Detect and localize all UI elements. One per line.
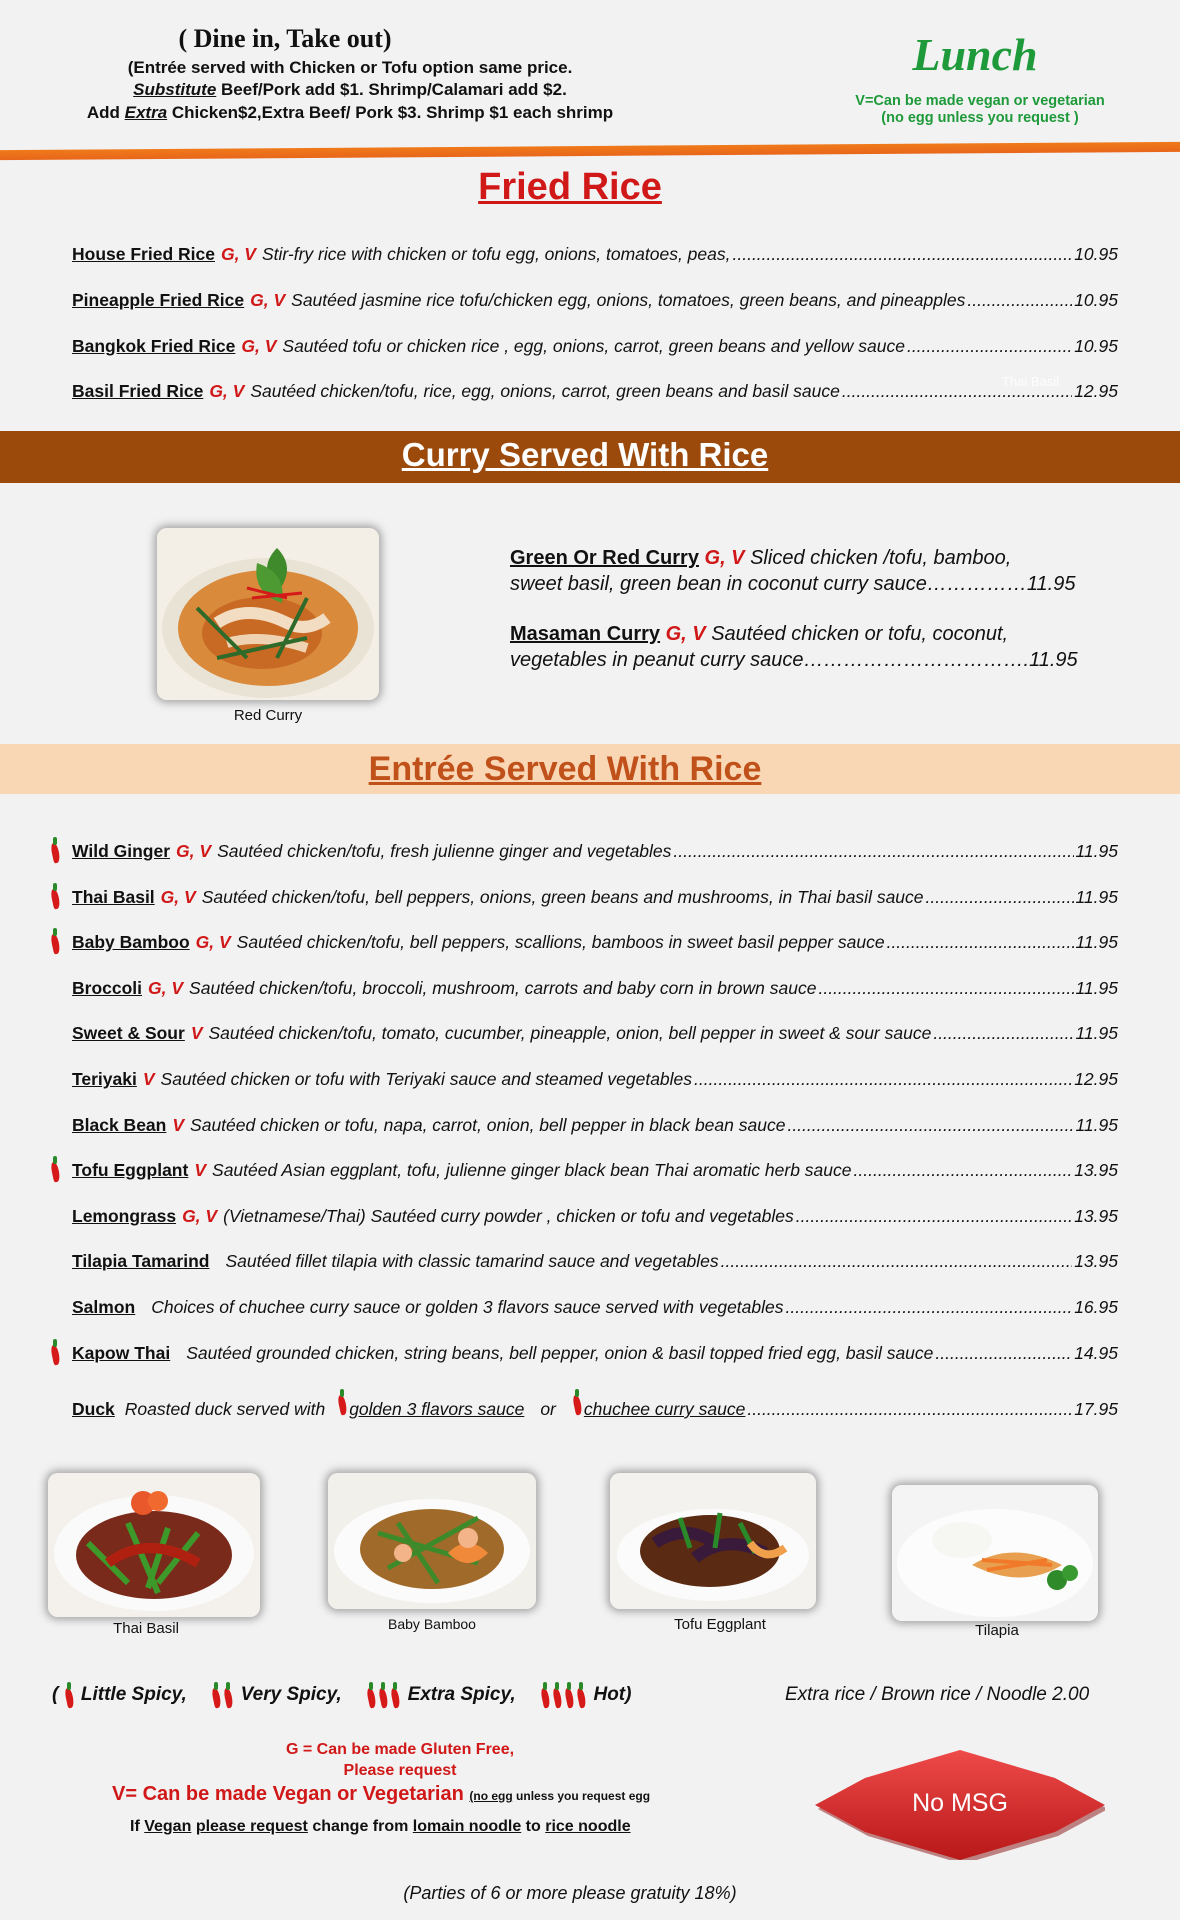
red-curry-photo	[157, 528, 379, 700]
chili-pepper-icon	[378, 1682, 388, 1708]
entree-option-note: (Entrée served with Chicken or Tofu option same price.	[127, 58, 573, 77]
vegan-big-note: V= Can be made Vegan or Vegetarian (no egg unless you request egg	[112, 1783, 651, 1805]
chili-pepper-icon	[50, 837, 60, 863]
vegan-noodle-note: If Vegan please request change from lomain noodle to rice noodle	[130, 1818, 631, 1835]
tilapia-caption: Tilapia	[975, 1622, 1019, 1639]
curry-item-masaman: Masaman Curry G, V Sautéed chicken or tofu, coconut, vegetables in peanut curry sauce…………………………….11.95	[510, 623, 1078, 671]
faint-label: Thai Basil	[1002, 374, 1060, 389]
lunch-title: Lunch	[912, 29, 1038, 80]
gluten-note: G = Can be made Gluten Free,	[285, 1741, 515, 1758]
chili-pepper-icon	[572, 1389, 582, 1415]
chili-pepper-icon	[50, 883, 60, 909]
baby-bamboo-caption: Baby Bamboo	[388, 1616, 476, 1632]
menu-item-entree: Wild Ginger G, V Sautéed chicken/tofu, fresh julienne ginger and vegetables ..... 11.95	[72, 841, 1118, 862]
vegan-note: V=Can be made vegan or vegetarian	[855, 93, 1105, 109]
menu-item-entree: Lemongrass G, V (Vietnamese/Thai) Sautéed curry powder , chicken or tofu and vegetables ..... 13.95	[72, 1206, 1118, 1227]
tilapia-photo	[892, 1485, 1098, 1621]
gratuity-note: (Parties of 6 or more please gratuity 18%)	[403, 1883, 737, 1903]
menu-item-entree: Baby Bamboo G, V Sautéed chicken/tofu, bell peppers, scallions, bamboos in sweet basil pepper sauce ..... 11.95	[72, 932, 1118, 953]
red-curry-caption: Red Curry	[233, 707, 303, 724]
chili-pepper-icon	[337, 1389, 347, 1415]
chili-pepper-icon	[64, 1682, 74, 1708]
chili-pepper-icon	[552, 1682, 562, 1708]
spicy-legend: ( Little Spicy, Very Spicy, Extra Spicy, Hot)	[52, 1682, 631, 1708]
menu-item-entree: Thai Basil G, V Sautéed chicken/tofu, bell peppers, onions, green beans and mushrooms, in Thai basil sauce ..... 11.95	[72, 887, 1118, 908]
thai-basil-caption: Thai Basil	[113, 1620, 179, 1637]
chili-pepper-icon	[576, 1682, 586, 1708]
entree-title: Entrée Served With Rice	[368, 750, 762, 788]
chili-pepper-icon	[366, 1682, 376, 1708]
menu-item-entree: Teriyaki V Sautéed chicken or tofu with Teriyaki sauce and steamed vegetables ..... 12.95	[72, 1069, 1118, 1090]
menu-item-duck: Duck Roasted duck served with golden 3 flavors sauce or chuchee curry sauce ..... 17.95	[72, 1389, 1118, 1420]
menu-item-entree: Broccoli G, V Sautéed chicken/tofu, broccoli, mushroom, carrots and baby corn in brown sauce ..... 11.95	[72, 978, 1118, 999]
tofu-eggplant-photo	[610, 1473, 816, 1609]
menu-item-fried-rice: Bangkok Fried Rice G, V Sautéed tofu or chicken rice , egg, onions, carrot, green beans and yellow sauce ..... 10.95	[72, 336, 1118, 357]
chili-pepper-icon	[50, 1339, 60, 1365]
gluten-request: Please request	[343, 1762, 457, 1779]
menu-item-entree: Salmon Choices of chuchee curry sauce or golden 3 flavors sauce served with vegetables ..... 16.95	[72, 1297, 1118, 1318]
menu-item-entree: Tofu Eggplant V Sautéed Asian eggplant, tofu, julienne ginger black bean Thai aromatic herb sauce ..... 13.95	[72, 1160, 1118, 1181]
vegan-note-egg: (no egg unless you request )	[881, 110, 1079, 126]
menu-item-fried-rice: House Fried Rice G, V Stir-fry rice with chicken or tofu egg, onions, tomatoes, peas, ..... 10.95	[72, 244, 1118, 265]
chili-pepper-icon	[564, 1682, 574, 1708]
extras-price: Extra rice / Brown rice / Noodle 2.00	[785, 1684, 1090, 1705]
header-divider	[0, 142, 1180, 160]
menu-item-entree: Black Bean V Sautéed chicken or tofu, napa, carrot, onion, bell pepper in black bean sauce ..... 11.95	[72, 1115, 1118, 1136]
menu-item-entree: Sweet & Sour V Sautéed chicken/tofu, tomato, cucumber, pineapple, onion, bell pepper in sweet & sour sauce ..... 11.95	[72, 1023, 1118, 1044]
menu-item-fried-rice: Basil Fried Rice G, V Sautéed chicken/tofu, rice, egg, onions, carrot, green beans and basil sauce ..... 12.95	[72, 381, 1118, 402]
chili-pepper-icon	[540, 1682, 550, 1708]
curry-item-green-red: Green Or Red Curry G, V Sliced chicken /tofu, bamboo, sweet basil, green bean in coconut curry sauce……………11.95	[510, 547, 1076, 595]
chili-pepper-icon	[50, 928, 60, 954]
tofu-eggplant-caption: Tofu Eggplant	[674, 1616, 766, 1633]
chili-pepper-icon	[211, 1682, 221, 1708]
curry-title: Curry Served With Rice	[401, 436, 769, 473]
menu-item-entree: Kapow Thai Sautéed grounded chicken, string beans, bell pepper, onion & basil topped fried egg, basil sauce ..... 14.95	[72, 1343, 1118, 1364]
chili-pepper-icon	[223, 1682, 233, 1708]
thai-basil-photo	[48, 1473, 260, 1617]
no-msg-text: No MSG	[912, 1789, 1008, 1817]
menu-item-entree: Tilapia Tamarind Sautéed fillet tilapia with classic tamarind sauce and vegetables ..... 13.95	[72, 1251, 1118, 1272]
chili-pepper-icon	[50, 1156, 60, 1182]
extra-note: Add Extra Chicken$2,Extra Beef/ Pork $3. Shrimp $1 each shrimp	[86, 103, 614, 122]
fried-rice-title: Fried Rice	[478, 166, 662, 208]
substitute-note: Substitute Beef/Pork add $1. Shrimp/Calamari add $2.	[133, 80, 567, 99]
service-type-title: ( Dine in, Take out)	[178, 24, 392, 53]
baby-bamboo-photo	[328, 1473, 536, 1609]
chili-pepper-icon	[390, 1682, 400, 1708]
menu-item-fried-rice: Pineapple Fried Rice G, V Sautéed jasmine rice tofu/chicken egg, onions, tomatoes, green beans, and pineapples ..... 10.95	[72, 290, 1118, 311]
